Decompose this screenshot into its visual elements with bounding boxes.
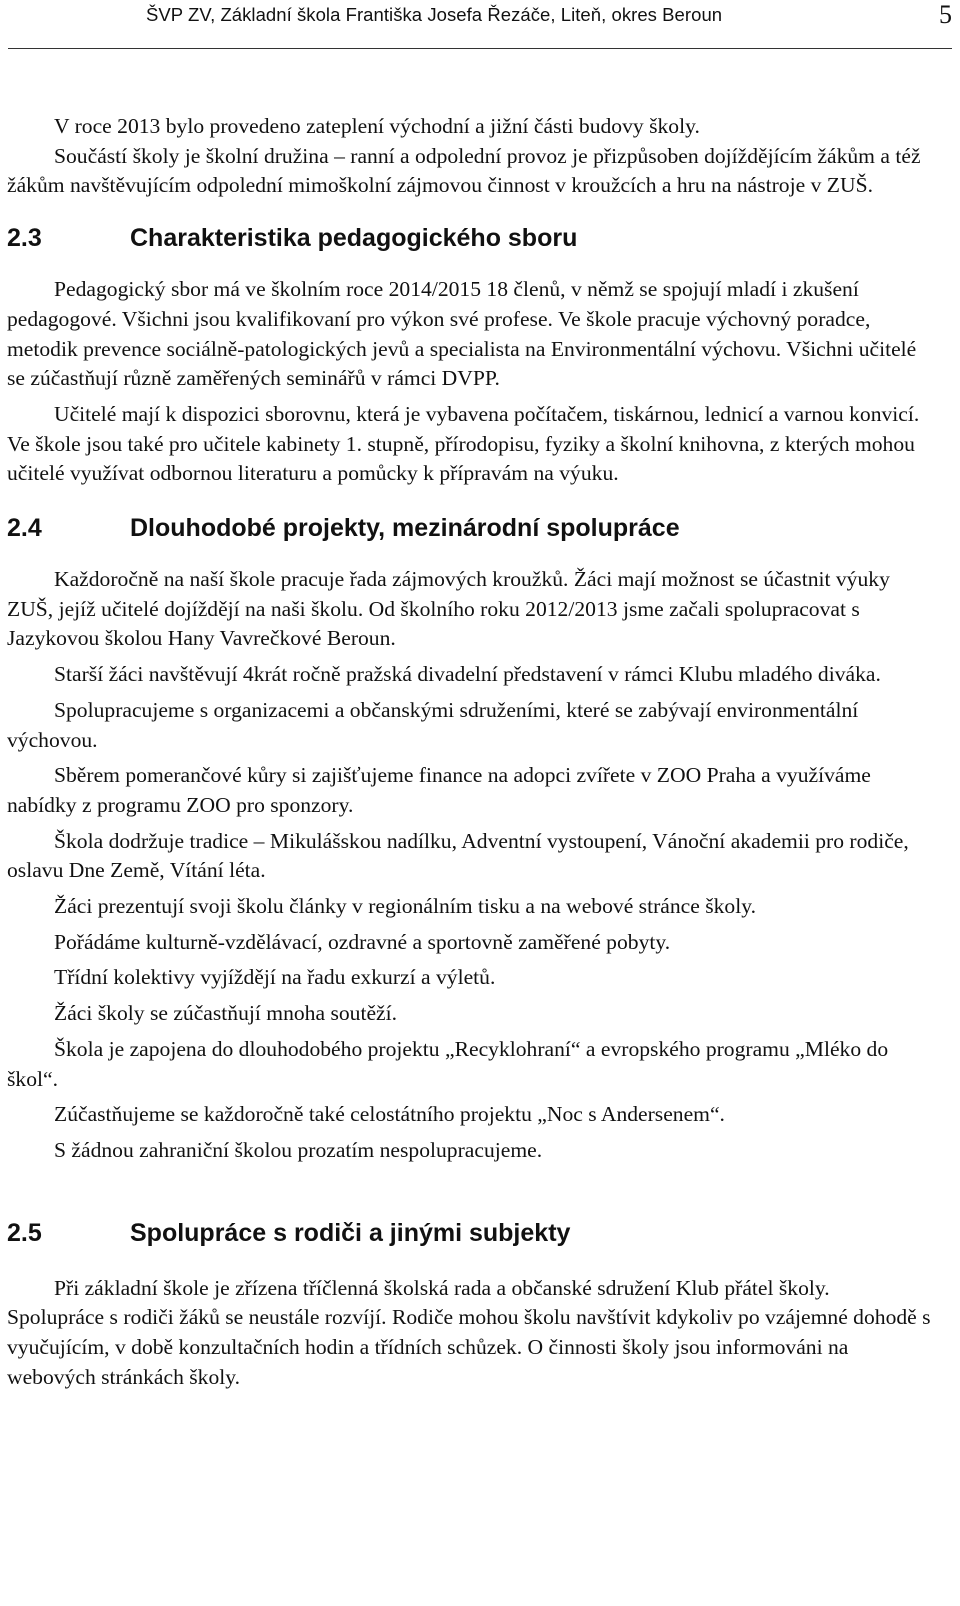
paragraph: Učitelé mají k dispozici sborovnu, která je vybavena počítačem, tiskárnou, lednicí a varnou konvicí. Ve škole jsou také pro učitele kabinety 1. stupně, přírodopisu, fyziky a školní knihovna, z kterých mohou učitelé využívat odbornou literaturu a pomůcky k přípravám na výuku. <box>7 401 920 486</box>
paragraph: Žáci školy se zúčastňují mnoha soutěží. <box>54 1001 398 1026</box>
section-number: 2.4 <box>7 514 42 543</box>
paragraph: S žádnou zahraniční školou prozatím nespolupracujeme. <box>54 1137 543 1162</box>
paragraph: Pedagogický sbor má ve školním roce 2014/2015 18 členů, v němž se spojují mladí i zkušení pedagogové. Všichni jsou kvalifikovaní pro výkon své profese. Ve škole pracuje výchovný poradce, metodik prevence sociálně-patologických jevů a specialista na Environmentální výchovu. Všichni učitelé se zúčastňují různě zaměřených seminářů v rámci DVPP. <box>7 277 917 391</box>
intro-paragraph-1: V roce 2013 bylo provedeno zateplení východní a jižní části budovy školy. <box>54 114 700 138</box>
paragraph: Každoročně na naší škole pracuje řada zájmových kroužků. Žáci mají možnost se účastnit výuky ZUŠ, jejíž učitelé dojíždějí na naši školu. Od školního roku 2012/2013 jsme začali spolupracovat s Jazykovou školou Hany Vavrečkové Beroun. <box>7 567 890 651</box>
section-heading-2-5 <box>7 1218 932 1248</box>
paragraph: Při základní škole je zřízena tříčlenná školská rada a občanské sdružení Klub přátel školy. Spolupráce s rodiči žáků se neustále rozvíjí. Rodiče mohou školu navštívit kdykoliv po vzájemné dohodě s vyučujícím, v době konzultačních hodin a třídních schůzek. O činnosti školy jsou informováni na webových stránkách školy. <box>7 1275 931 1389</box>
header-title: ŠVP ZV, Základní škola Františka Josefa Řezáče, Liteň, okres Beroun <box>146 4 723 25</box>
paragraph: Spolupracujeme s organizacemi a občanskými sdruženími, které se zabývají environmentální výchovou. <box>7 697 859 752</box>
paragraph: Starší žáci navštěvují 4krát ročně pražská divadelní představení v rámci Klubu mladého diváka. <box>54 662 881 687</box>
paragraph: Zúčastňujeme se každoročně také celostátního projektu „Noc s Andersenem“. <box>54 1102 725 1127</box>
page-header <box>8 0 952 49</box>
paragraph: Pořádáme kulturně-vzdělávací, ozdravné a sportovně zaměřené pobyty. <box>54 929 671 954</box>
section-number: 2.3 <box>7 224 42 253</box>
paragraph: Škola je zapojena do dlouhodobého projektu „Recyklohraní“ a evropského programu „Mléko do škol“. <box>7 1036 889 1091</box>
section-heading-2-4 <box>7 513 932 543</box>
paragraph: Sběrem pomerančové kůry si zajišťujeme finance na adopci zvířete v ZOO Praha a využíváme nabídky z programu ZOO pro sponzory. <box>7 763 871 817</box>
paragraph: Žáci prezentují svoji školu články v regionálním tisku a na webové stránce školy. <box>54 894 757 919</box>
section-heading-2-3 <box>7 223 932 253</box>
paragraph: Škola dodržuje tradice – Mikulášskou nadílku, Adventní vystoupení, Vánoční akademii pro rodiče, oslavu Dne Země, Vítání léta. <box>7 828 909 883</box>
paragraph: Třídní kolektivy vyjíždějí na řadu exkurzí a výletů. <box>54 965 496 990</box>
section-number: 2.5 <box>7 1218 42 1247</box>
section-title: Dlouhodobé projekty, mezinárodní spolupráce <box>130 514 680 543</box>
section-title: Spolupráce s rodiči a jinými subjekty <box>130 1218 571 1247</box>
intro-paragraph-2: Součástí školy je školní družina – ranní a odpolední provoz je přizpůsoben dojíždějícím žákům a též žákům navštěvujícím odpolední mimoškolní zájmovou činnost v kroužcích a hru na nástroje v ZUŠ. <box>7 143 921 198</box>
page-content <box>7 112 932 1393</box>
page-number: 5 <box>939 0 952 29</box>
section-title: Charakteristika pedagogického sboru <box>130 224 578 253</box>
